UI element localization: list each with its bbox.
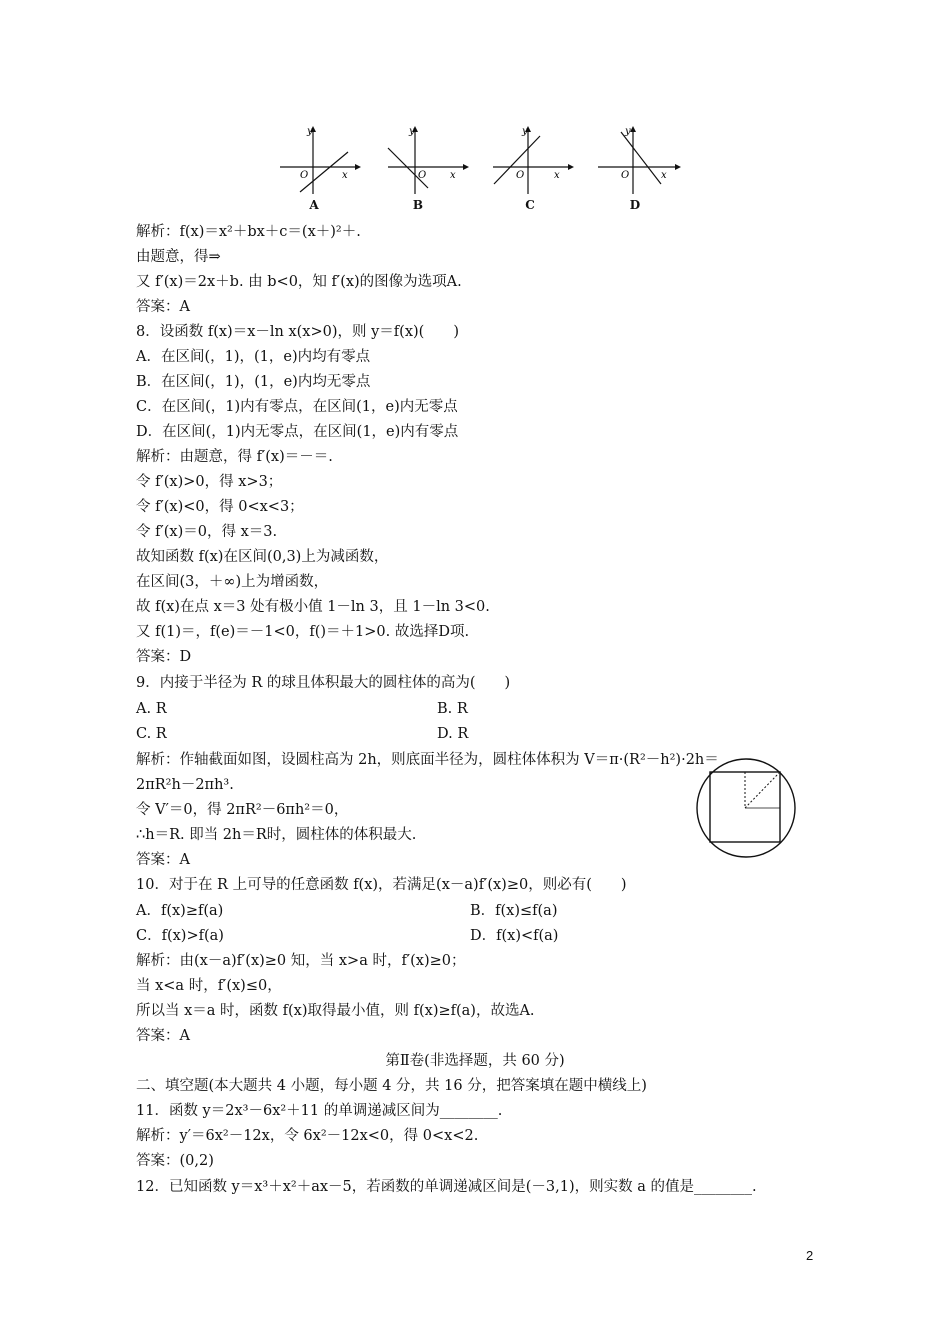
question-12: 12．已知函数 y＝x³＋x²＋ax－5，若函数的单调递减区间是(－3,1)，则实数 a 的值是________. xyxy=(136,1179,757,1195)
text-line: 答案：A xyxy=(136,852,190,868)
graph-c-svg xyxy=(488,122,588,202)
graph-a xyxy=(270,122,370,218)
text-line: 故知函数 f(x)在区间(0,3)上为减函数， xyxy=(136,549,389,565)
text-line: 又 f′(x)＝2x＋b. 由 b<0，知 f′(x)的图像为选项A. xyxy=(136,274,462,290)
text-line: 解析：f(x)＝x²＋bx＋c＝(x＋)²＋. xyxy=(136,224,361,240)
option-d: D．在区间(，1)内无零点，在区间(1，e)内有零点 xyxy=(136,424,459,440)
text-line: 答案：(0,2) xyxy=(136,1153,214,1169)
graph-d-svg xyxy=(593,122,693,202)
text-line: 解析：由题意，得 f′(x)＝－＝. xyxy=(136,449,333,465)
text-line: 令 f′(x)>0，得 x>3； xyxy=(136,474,283,490)
page-number: 2 xyxy=(806,1248,814,1263)
graph-b-y: y xyxy=(409,126,415,137)
q10-option-a: A．f(x)≥f(a) xyxy=(136,903,224,919)
graph-b-o: O xyxy=(418,170,427,181)
question-8: 8．设函数 f(x)＝x－ln x(x>0)，则 y＝f(x)( ) xyxy=(136,324,459,340)
text-line: 令 V′＝0，得 2πR²－6πh²＝0， xyxy=(136,802,349,818)
graph-d-label: D xyxy=(629,198,641,212)
graph-a-label: A xyxy=(309,198,319,212)
question-11: 11．函数 y＝2x³－6x²＋11 的单调递减区间为________. xyxy=(136,1103,503,1119)
text-line: 解析：y′＝6x²－12x，令 6x²－12x<0，得 0<x<2. xyxy=(136,1128,479,1144)
graph-c-y: y xyxy=(522,126,528,137)
q10-option-c: C．f(x)>f(a) xyxy=(136,928,224,944)
option-a: A．在区间(，1)，(1，e)内均有零点 xyxy=(136,349,371,365)
option-c: C．在区间(，1)内有零点，在区间(1，e)内无零点 xyxy=(136,399,458,415)
graph-b-x: x xyxy=(450,170,456,181)
q9-option-a: A. R xyxy=(136,701,167,717)
graph-b xyxy=(378,122,478,218)
text-line: 所以当 x＝a 时，函数 f(x)取得最小值，则 f(x)≥f(a)，故选A. xyxy=(136,1003,535,1019)
graph-d-o: O xyxy=(621,170,630,181)
q9-option-c: C. R xyxy=(136,726,167,742)
text-line: 故 f(x)在点 x＝3 处有极小值 1－ln 3，且 1－ln 3<0. xyxy=(136,599,490,615)
graph-d-x: x xyxy=(661,170,667,181)
question-10: 10．对于在 R 上可导的任意函数 f(x)，若满足(x－a)f′(x)≥0，则必有( ) xyxy=(136,877,627,893)
graph-a-svg xyxy=(270,122,370,202)
q10-option-d: D．f(x)<f(a) xyxy=(470,928,559,944)
text-line: ∴h＝R. 即当 2h＝R时，圆柱体的体积最大. xyxy=(136,827,417,843)
text-line: 答案：D xyxy=(136,649,192,665)
graph-a-y: y xyxy=(307,126,313,137)
graph-c-x: x xyxy=(554,170,560,181)
graph-c-o: O xyxy=(516,170,525,181)
graph-c xyxy=(488,122,588,218)
graph-c-label: C xyxy=(525,198,535,212)
graph-b-svg xyxy=(378,122,478,202)
text-line: 令 f′(x)＝0，得 x＝3. xyxy=(136,524,278,540)
text-line: 答案：A xyxy=(136,299,190,315)
question-9: 9．内接于半径为 R 的球且体积最大的圆柱体的高为( ) xyxy=(136,675,511,691)
graph-d-y: y xyxy=(625,126,631,137)
text-line: 又 f(1)＝，f(e)＝－1<0，f()＝＋1>0. 故选择D项. xyxy=(136,624,470,640)
text-line: 解析：由(x－a)f′(x)≥0 知，当 x>a 时，f′(x)≥0； xyxy=(136,953,466,969)
option-b: B．在区间(，1)，(1，e)内均无零点 xyxy=(136,374,371,390)
answer-graphs xyxy=(270,122,690,218)
graph-d xyxy=(593,122,693,218)
text-line: 令 f′(x)<0，得 0<x<3； xyxy=(136,499,304,515)
sphere-cylinder-figure xyxy=(694,756,798,864)
section-instructions: 二、填空题(本大题共 4 小题，每小题 4 分，共 16 分，把答案填在题中横线上) xyxy=(136,1078,647,1094)
text-line: 答案：A xyxy=(136,1028,190,1044)
graph-b-label: B xyxy=(412,198,424,212)
text-line: 2πR²h－2πh³. xyxy=(136,777,234,793)
q10-option-b: B．f(x)≤f(a) xyxy=(470,903,558,919)
text-line: 当 x<a 时，f′(x)≤0， xyxy=(136,978,282,994)
q9-option-b: B. R xyxy=(437,701,468,717)
text-line: 由题意，得⇒ xyxy=(136,249,221,265)
text-line: 在区间(3，＋∞)上为增函数， xyxy=(136,574,329,590)
graph-a-x: x xyxy=(342,170,348,181)
graph-a-o: O xyxy=(300,170,309,181)
section-title: 第Ⅱ卷(非选择题，共 60 分) xyxy=(385,1053,565,1069)
text-line: 解析：作轴截面如图，设圆柱高为 2h，则底面半径为，圆柱体体积为 V＝π·(R²－h²)·2h＝ xyxy=(136,752,719,768)
sphere-cylinder-svg xyxy=(694,756,798,860)
q9-option-d: D. R xyxy=(437,726,469,742)
